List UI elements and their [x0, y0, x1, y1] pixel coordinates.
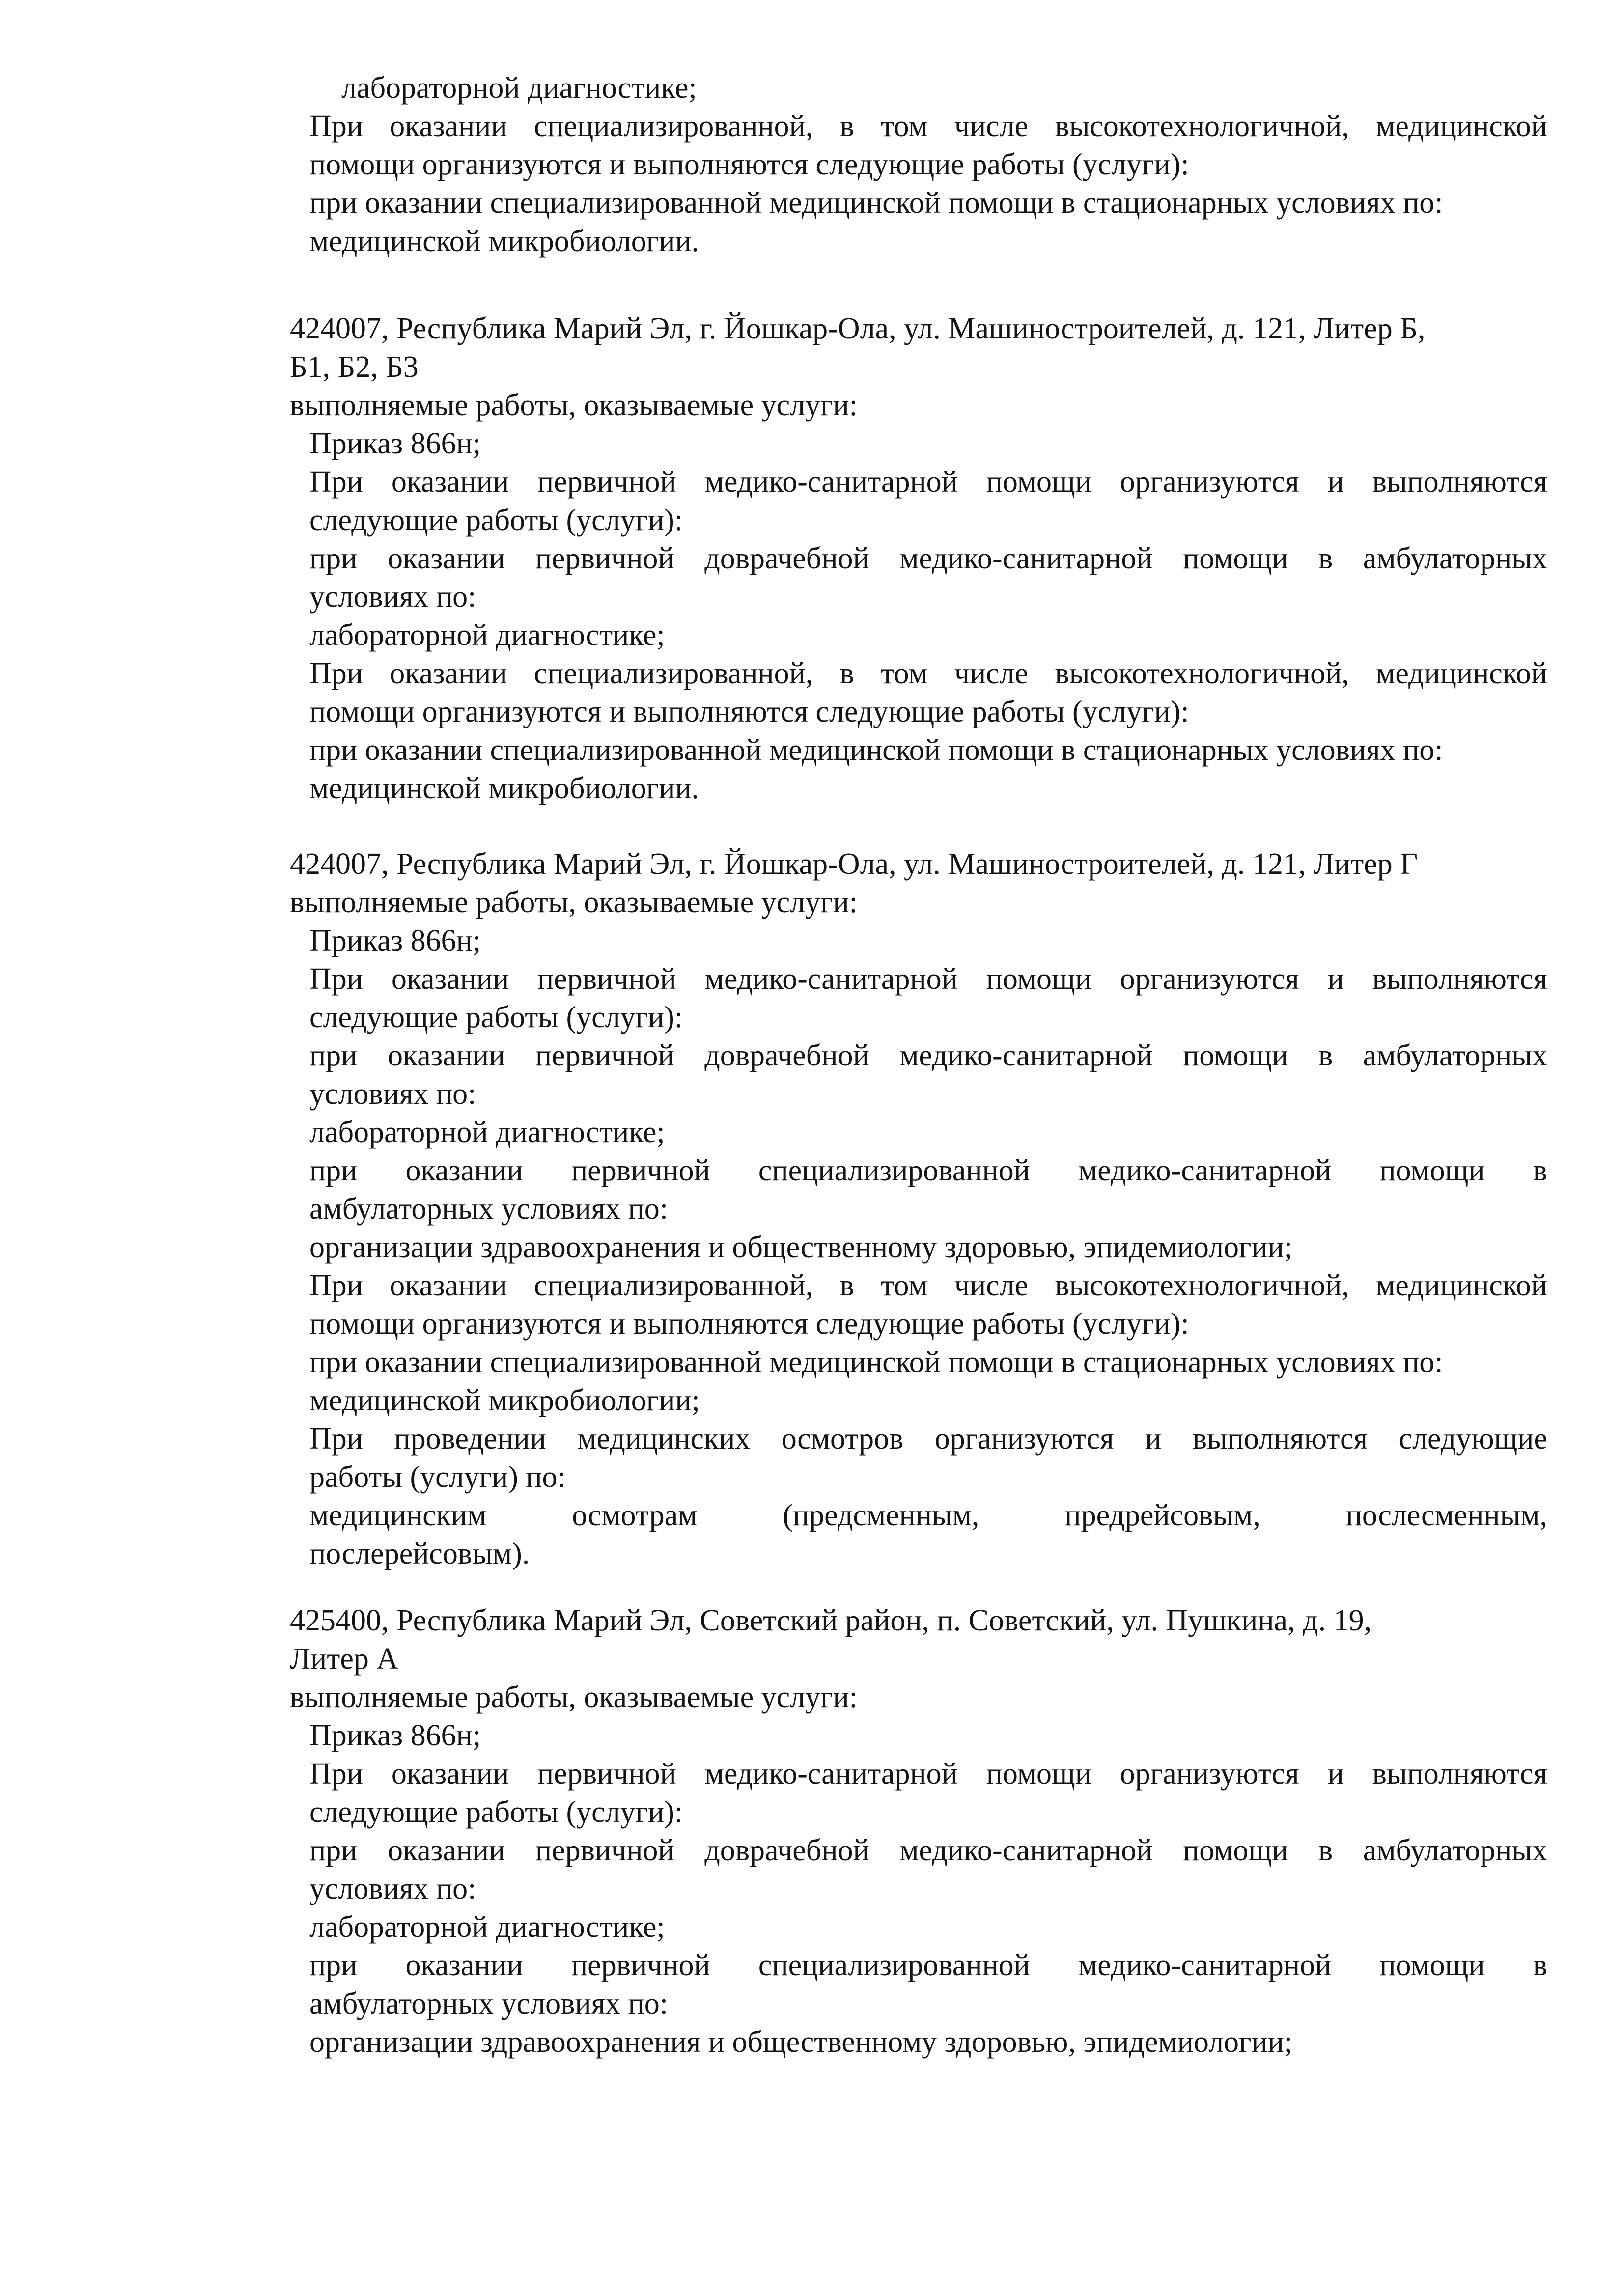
body-line: медицинской микробиологии. [309, 772, 700, 805]
address-line: 425400, Республика Марий Эл, Советский район, п. Советский, ул. Пушкина, д. 19, [290, 1604, 1372, 1637]
body-line: При оказании специализированной, в том числе высокотехнологичной, медицинской [309, 657, 1547, 690]
body-line: При проведении медицинских осмотров организуются и выполняются следующие [309, 1422, 1547, 1456]
body-line: условиях по: [309, 580, 476, 614]
body-line: при оказании первичной специализированной медико-санитарной помощи в [309, 1154, 1547, 1187]
body-line: помощи организуются и выполняются следующие работы (услуги): [309, 695, 1189, 728]
body-line: при оказании первичной доврачебной медико-санитарной помощи в амбулаторных [309, 1834, 1547, 1867]
body-line: условиях по: [309, 1872, 476, 1905]
address-section [290, 1601, 1547, 2061]
body-line: помощи организуются и выполняются следующие работы (услуги): [309, 148, 1189, 181]
works-heading: выполняемые работы, оказываемые услуги: [290, 886, 858, 919]
address-line: Б1, Б2, Б3 [290, 350, 419, 384]
works-heading: выполняемые работы, оказываемые услуги: [290, 389, 858, 422]
body-line: помощи организуются и выполняются следующие работы (услуги): [309, 1307, 1189, 1341]
body-line: При оказании специализированной, в том числе высокотехнологичной, медицинской [309, 1269, 1547, 1302]
body-line: следующие работы (услуги): [309, 1001, 683, 1034]
body-line: лабораторной диагностике; [309, 618, 665, 652]
body-line: амбулаторных условиях по: [309, 1987, 669, 2020]
works-heading: выполняемые работы, оказываемые услуги: [290, 1680, 858, 1714]
body-line: при оказании специализированной медицинской помощи в стационарных условиях по: [309, 1345, 1443, 1379]
body-line: организации здравоохранения и общественному здоровью, эпидемиологии; [309, 1231, 1293, 1264]
body-line: условиях по: [309, 1077, 476, 1111]
body-line: при оказании специализированной медицинской помощи в стационарных условиях по: [309, 186, 1443, 220]
body-line: при оказании специализированной медицинской помощи в стационарных условиях по: [309, 733, 1443, 767]
body-line: при оказании первичной доврачебной медико-санитарной помощи в амбулаторных [309, 542, 1547, 575]
body-line: медицинской микробиологии; [309, 1384, 700, 1417]
body-line: медицинской микробиологии. [309, 224, 700, 258]
body-line: При оказании первичной медико-санитарной помощи организуются и выполняются [309, 1757, 1547, 1791]
body-line: При оказании первичной медико-санитарной помощи организуются и выполняются [309, 465, 1547, 499]
address-line: 424007, Республика Марий Эл, г. Йошкар-Ола, ул. Машиностроителей, д. 121, Литер Б, [290, 312, 1426, 345]
body-line: при оказании первичной специализированной медико-санитарной помощи в [309, 1949, 1547, 1982]
body-line: Приказ 866н; [309, 924, 481, 957]
body-line: организации здравоохранения и общественному здоровью, эпидемиологии; [309, 2025, 1293, 2059]
body-line: лабораторной диагностике; [309, 1910, 665, 1944]
body-line: лабораторной диагностике; [309, 1116, 665, 1149]
address-section [290, 845, 1547, 1573]
body-line: лабораторной диагностике; [341, 71, 697, 105]
continuation-block [290, 69, 1547, 260]
body-line: амбулаторных условиях по: [309, 1192, 669, 1226]
address-section [290, 309, 1547, 808]
address-line: Литер А [290, 1642, 399, 1676]
body-line: работы (услуги) по: [309, 1460, 566, 1494]
body-line: послерейсовым). [309, 1537, 530, 1570]
body-line: При оказании специализированной, в том числе высокотехнологичной, медицинской [309, 110, 1547, 143]
body-line: При оказании первичной медико-санитарной помощи организуются и выполняются [309, 962, 1547, 996]
body-line: Приказ 866н; [309, 1719, 481, 1752]
body-line: Приказ 866н; [309, 427, 481, 460]
address-line: 424007, Республика Марий Эл, г. Йошкар-Ола, ул. Машиностроителей, д. 121, Литер Г [290, 847, 1418, 881]
body-line: следующие работы (услуги): [309, 1795, 683, 1829]
body-line: медицинским осмотрам (предсменным, предрейсовым, послесменным, [309, 1499, 1547, 1532]
body-line: следующие работы (услуги): [309, 504, 683, 537]
body-line: при оказании первичной доврачебной медико-санитарной помощи в амбулаторных [309, 1039, 1547, 1072]
